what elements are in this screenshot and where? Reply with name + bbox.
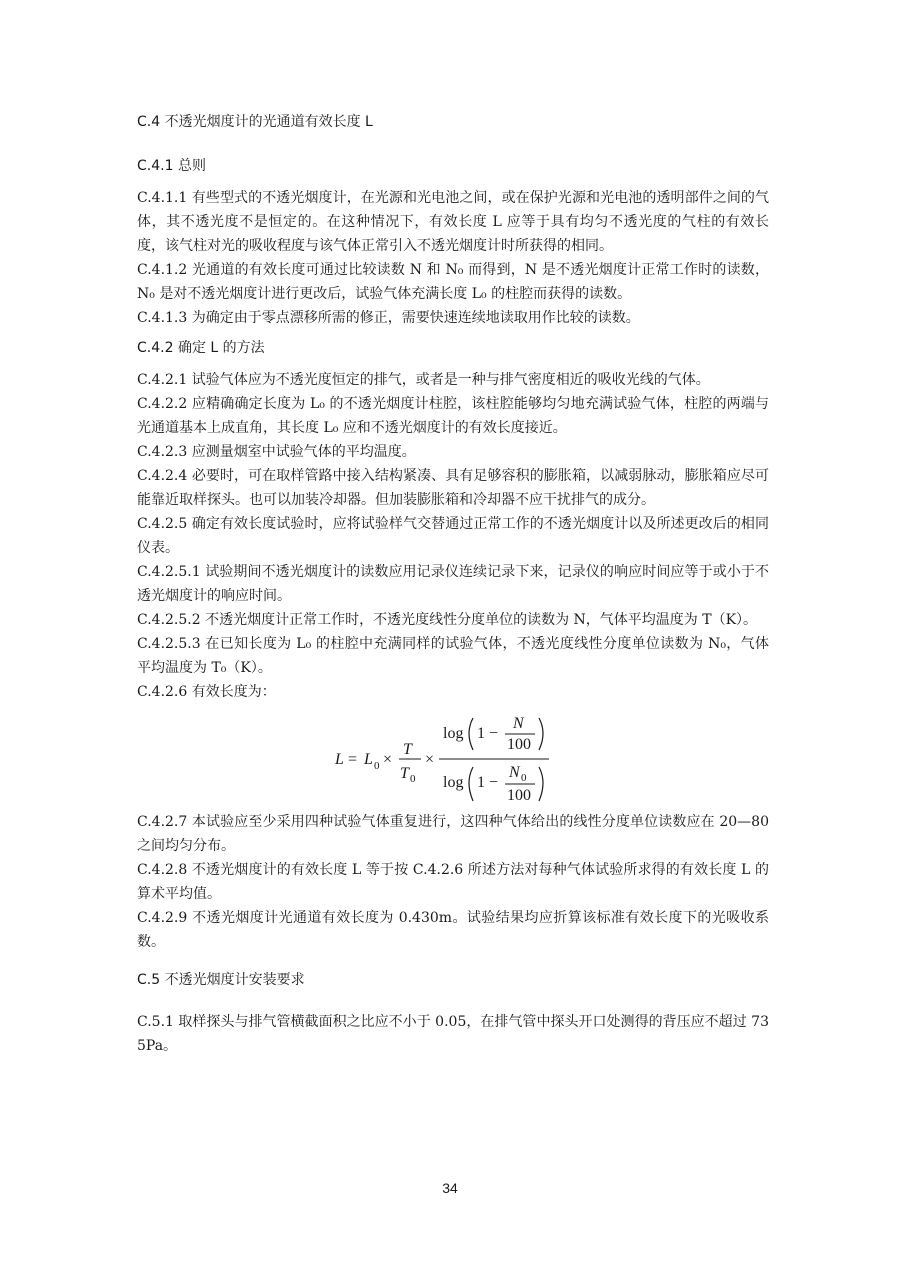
effective-length-formula [333, 710, 573, 806]
section-heading: C.5 不透光烟度计安装要求 [137, 972, 305, 988]
formula-T0-sub: 0 [410, 773, 416, 785]
formula-N: N [513, 715, 524, 732]
formula-one-den: 1 [477, 774, 485, 791]
formula-L0: L [364, 751, 373, 768]
section-heading: C.4 不透光烟度计的光通道有效长度 L [137, 114, 373, 130]
formula-N0-sub: 0 [521, 772, 527, 784]
formula-T0: T [400, 765, 409, 782]
formula-L: L [335, 751, 344, 768]
formula-L0-sub: 0 [374, 760, 380, 772]
formula-times-2: × [425, 751, 435, 768]
paragraph: C.4.2.5.3 在已知长度为 L₀ 的柱腔中充满同样的试验气体，不透光度线性分度单位读数为 N₀，气体平均温度为 T₀（K）。 [137, 636, 769, 676]
section-heading: C.4.2 确定 L 的方法 [137, 340, 265, 356]
formula-log-num: log [443, 725, 464, 742]
paragraph: C.4.2.3 应测量烟室中试验气体的平均温度。 [137, 444, 416, 460]
paragraph: C.4.2.8 不透光烟度计的有效长度 L 等于按 C.4.2.6 所述方法对每种气体试验所求得的有效长度 L 的算术平均值。 [137, 862, 769, 902]
formula-minus-num: − [489, 725, 499, 742]
formula-hundred-den: 100 [507, 787, 531, 804]
formula-minus-den: − [489, 774, 499, 791]
paragraph: C.5.1 取样探头与排气管横截面积之比应不小于 0.05，在排气管中探头开口处测得的背压应不超过 735Pa。 [137, 1014, 769, 1054]
paragraph: C.4.1.2 光通道的有效长度可通过比较读数 N 和 N₀ 而得到，N 是不透光烟度计正常工作时的读数，N₀ 是对不透光烟度计进行更改后，试验气体充满长度 L₀ 的柱腔而获得的读数。 [137, 262, 769, 302]
formula-T: T [403, 741, 412, 758]
paragraph: C.4.2.5 确定有效长度试验时，应将试验样气交替通过正常工作的不透光烟度计以及所述更改后的相同仪表。 [137, 516, 769, 556]
formula-times-1: × [383, 751, 393, 768]
paragraph: C.4.1.1 有些型式的不透光烟度计，在光源和光电池之间，或在保护光源和光电池的透明部件之间的气体，其不透光度不是恒定的。在这种情况下，有效长度 L 应等于具有均匀不透光度的气柱的有效长度，该气柱对光的吸收程度与该气体正常引入不透光烟度计时所获得的相同。 [137, 190, 769, 254]
formula-block [137, 710, 769, 806]
paragraph: C.4.2.7 本试验应至少采用四种试验气体重复进行，这四种气体给出的线性分度单位读数应在 20—80 之间均匀分布。 [137, 814, 769, 854]
formula-hundred-num: 100 [507, 736, 531, 753]
page-content [137, 110, 769, 1058]
section-heading: C.4.1 总则 [137, 158, 206, 174]
formula-one-num: 1 [477, 725, 485, 742]
paragraph: C.4.1.3 为确定由于零点漂移所需的修正，需要快速连续地读取用作比较的读数。 [137, 310, 640, 326]
paragraph: C.4.2.2 应精确确定长度为 L₀ 的不透光烟度计柱腔，该柱腔能够均匀地充满试验气体，柱腔的两端与光通道基本上成直角，其长度 L₀ 应和不透光烟度计的有效长度接近。 [137, 396, 769, 436]
page-number: 34 [442, 1180, 458, 1196]
formula-N0: N [509, 764, 520, 781]
paragraph: C.4.2.9 不透光烟度计光通道有效长度为 0.430m。试验结果均应折算该标准有效长度下的光吸收系数。 [137, 910, 769, 950]
formula-log-den: log [443, 774, 464, 791]
formula-equals: = [348, 751, 358, 768]
paragraph: C.4.2.1 试验气体应为不透光度恒定的排气，或者是一种与排气密度相近的吸收光线的气体。 [137, 372, 710, 388]
paragraph: C.4.2.5.1 试验期间不透光烟度计的读数应用记录仪连续记录下来，记录仪的响应时间应等于或小于不透光烟度计的响应时间。 [137, 564, 769, 604]
paragraph: C.4.2.5.2 不透光烟度计正常工作时，不透光度线性分度单位的读数为 N，气体平均温度为 T（K）。 [137, 612, 758, 628]
paragraph: C.4.2.6 有效长度为： [137, 684, 276, 700]
paragraph: C.4.2.4 必要时，可在取样管路中接入结构紧凑、具有足够容积的膨胀箱，以减弱脉动，膨胀箱应尽可能靠近取样探头。也可以加装冷却器。但加装膨胀箱和冷却器不应干扰排气的成分。 [137, 468, 769, 508]
